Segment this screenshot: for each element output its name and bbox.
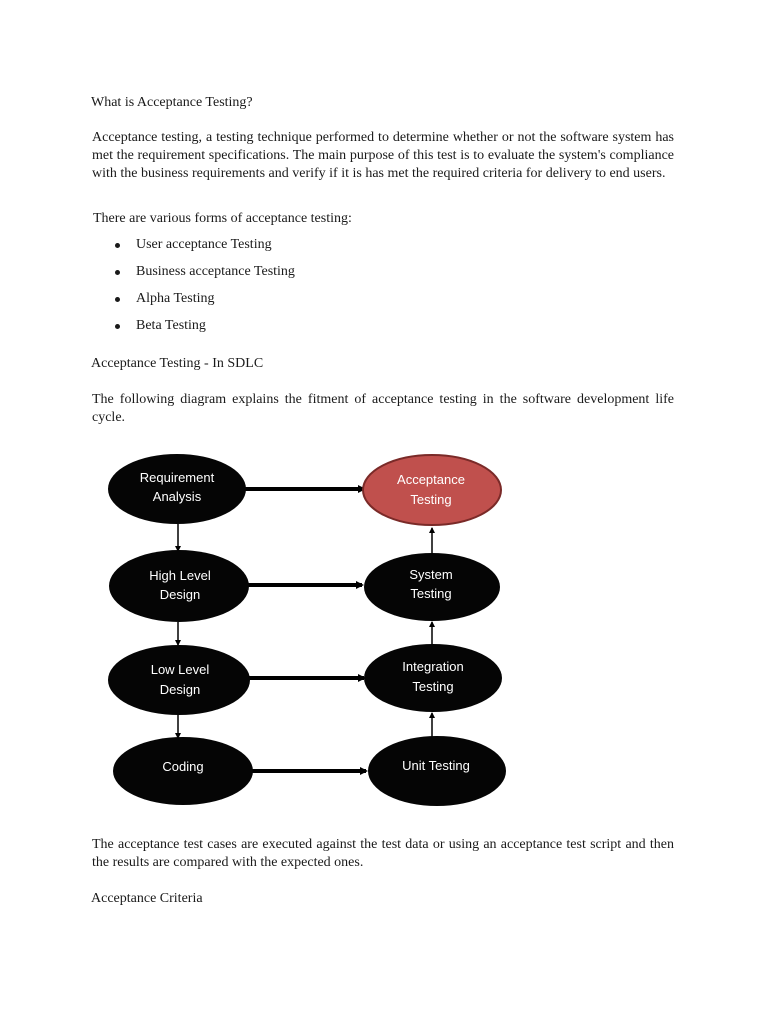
sdlc-paragraph: The following diagram explains the fitment of acceptance testing in the software development life cycle. bbox=[92, 392, 674, 425]
page-title: What is Acceptance Testing? bbox=[91, 95, 253, 110]
node-label: Integration bbox=[402, 659, 464, 674]
intro-paragraph: Acceptance testing, a testing technique performed to determine whether or not the software system has met the requirement specifications. The main purpose of this test is to evaluate the system's compliance with the business requirements and verify if it is has met the required criteria for delivery to end users. bbox=[92, 130, 674, 181]
node-unit-testing bbox=[368, 736, 506, 806]
node-label: Acceptance bbox=[397, 472, 465, 487]
sdlc-heading: Acceptance Testing - In SDLC bbox=[91, 356, 264, 371]
node-label: Design bbox=[159, 682, 201, 697]
node-label: Unit Testing bbox=[402, 758, 470, 773]
node-label: Testing bbox=[412, 679, 454, 694]
node-label: Design bbox=[159, 587, 201, 602]
node-label: Requirement bbox=[139, 470, 215, 485]
node-label: Low Level bbox=[150, 662, 210, 677]
node-low-level-design bbox=[108, 645, 250, 715]
list-item-label: Business acceptance Testing bbox=[136, 264, 295, 279]
node-label: Analysis bbox=[152, 489, 202, 504]
node-label: System bbox=[409, 567, 453, 582]
list-item-label: Alpha Testing bbox=[136, 291, 215, 306]
node-acceptance-testing bbox=[363, 455, 501, 525]
node-coding bbox=[113, 737, 253, 805]
list-item-label: User acceptance Testing bbox=[136, 237, 272, 252]
node-requirement-analysis bbox=[108, 454, 246, 524]
execution-paragraph: The acceptance test cases are executed against the test data or using an acceptance test script and then the results are compared with the expected ones. bbox=[92, 837, 674, 870]
criteria-heading: Acceptance Criteria bbox=[91, 891, 203, 906]
node-label: High Level bbox=[149, 568, 211, 583]
forms-intro: There are various forms of acceptance testing: bbox=[93, 211, 352, 226]
node-system-testing bbox=[364, 553, 500, 621]
node-high-level-design bbox=[109, 550, 249, 622]
list-item-label: Beta Testing bbox=[136, 318, 206, 333]
node-label: Coding bbox=[162, 759, 204, 774]
node-integration-testing bbox=[364, 644, 502, 712]
node-label: Testing bbox=[410, 492, 452, 507]
node-label: Testing bbox=[410, 586, 452, 601]
